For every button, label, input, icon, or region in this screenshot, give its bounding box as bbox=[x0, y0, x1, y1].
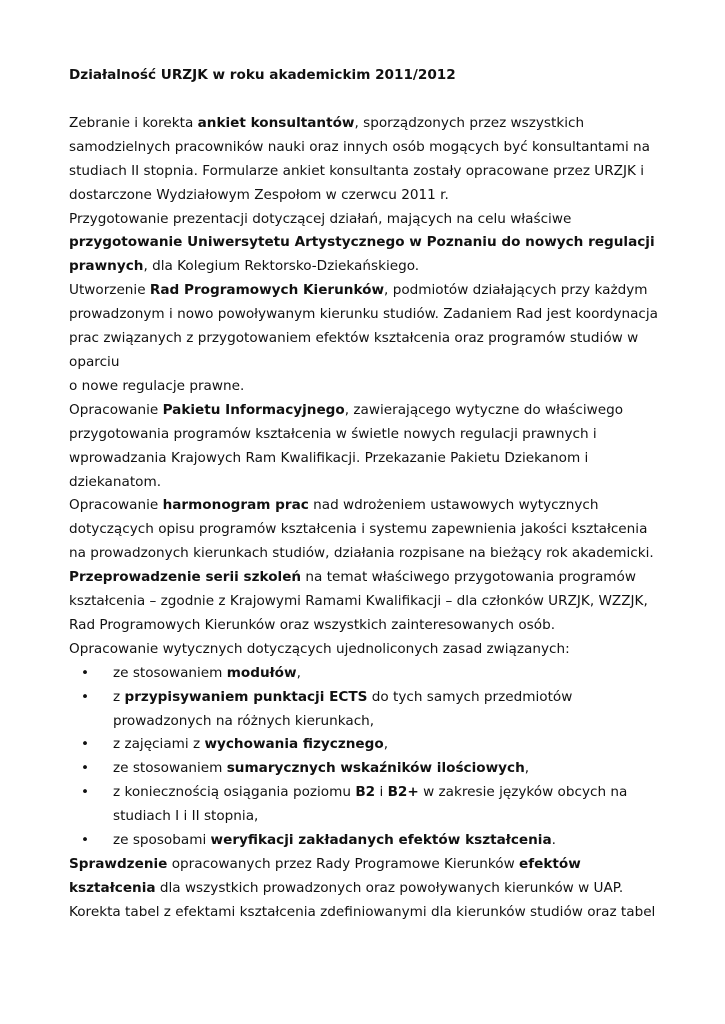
bold-text: ankiet konsultantów bbox=[197, 114, 355, 131]
bullet-icon: • bbox=[81, 664, 90, 681]
list-item bbox=[69, 829, 665, 853]
bullet-icon: • bbox=[81, 760, 90, 777]
text-run: i bbox=[375, 784, 388, 801]
text-run: ze stosowaniem bbox=[113, 664, 227, 681]
text-run: , bbox=[383, 736, 389, 753]
text-run: . bbox=[551, 832, 556, 849]
paragraph-rady-programowe-continued: o nowe regulacje prawne. bbox=[69, 377, 245, 394]
bold-text: Sprawdzenie bbox=[69, 856, 168, 872]
text-run: z bbox=[113, 688, 125, 705]
paragraph-wytyczne: Opracowanie wytycznych dotyczących ujednoliconych zasad związanych: bbox=[69, 640, 570, 657]
text-run: z koniecznością osiągania poziomu bbox=[113, 784, 356, 801]
bold-text: Pakietu Informacyjnego bbox=[162, 401, 345, 418]
paragraph-prezentacja bbox=[69, 208, 665, 280]
bold-text: Rad Programowych Kierunków bbox=[149, 282, 385, 299]
text-run: Zebranie i korekta bbox=[69, 114, 198, 131]
bold-text: Przeprowadzenie serii szkoleń bbox=[69, 569, 302, 586]
text-run: , bbox=[524, 760, 530, 777]
text-run: nad wdrożeniem ustawowych wytycznych dotyczących opisu programów kształcenia i systemu zapewnienia jakości kształcenia na prowadzonych kierunkach studiów, działania rozpisane na bieżący rok akademicki. bbox=[69, 497, 654, 562]
bold-text: B2 bbox=[355, 784, 376, 801]
paragraph-sprawdzenie bbox=[69, 853, 665, 901]
text-run: Opracowanie bbox=[69, 401, 163, 418]
list-item bbox=[69, 662, 665, 686]
bold-text: przypisywaniem punktacji ECTS bbox=[124, 688, 368, 705]
bold-text: przygotowanie Uniwersytetu Artystycznego w Poznaniu do nowych regulacji prawnych bbox=[69, 234, 655, 275]
text-run: dla wszystkich prowadzonych oraz powoływanych kierunków w UAP. bbox=[155, 879, 624, 896]
bullet-list bbox=[69, 662, 665, 853]
paragraph-harmonogram bbox=[69, 494, 665, 566]
text-run: z zajęciami z bbox=[113, 736, 205, 753]
paragraph-pakiet-informacyjny bbox=[69, 399, 665, 495]
bold-text: B2+ bbox=[387, 784, 419, 801]
text-run: , sporządzonych przez wszystkich samodzielnych pracowników nauki oraz innych osób mogących być konsultantami na studiach II stopnia. Formularze ankiet konsultanta zostały opracowane przez URZJK i dostarczone Wydziałowym Zespołom w czerwcu 2011 r. bbox=[69, 114, 650, 203]
text-run: , bbox=[296, 664, 301, 681]
bullet-icon: • bbox=[81, 784, 90, 801]
bold-text: modułów bbox=[226, 664, 297, 681]
text-run: , zawierającego wytyczne do właściwego przygotowania programów kształcenia w świetle nowych regulacji prawnych i wprowadzania Krajowych Ram Kwalifikacji. Przekazanie Pakietu Dziekanom i dziekanatom. bbox=[69, 401, 624, 490]
list-item bbox=[69, 733, 665, 757]
bold-text: weryfikacji zakładanych efektów kształcenia bbox=[210, 832, 552, 849]
bold-text: harmonogram prac bbox=[162, 497, 309, 514]
text-run: opracowanych przez Rady Programowe Kierunków bbox=[167, 856, 520, 872]
bold-text: wychowania fizycznego bbox=[204, 736, 384, 753]
paragraph-ankiety bbox=[69, 112, 665, 208]
bullet-icon: • bbox=[81, 736, 90, 753]
paragraph-szkolenia bbox=[69, 566, 665, 638]
text-run: do tych samych przedmiotów prowadzonych na różnych kierunkach, bbox=[113, 688, 573, 729]
paragraph-korekta-tabel: Korekta tabel z efektami kształcenia zdefiniowanymi dla kierunków studiów oraz tabel bbox=[69, 903, 656, 920]
text-run: , dla Kolegium Rektorsko-Dziekańskiego. bbox=[143, 258, 420, 275]
text-run: na temat właściwego przygotowania programów kształcenia – zgodnie z Krajowymi Ramami Kwalifikacji – dla członków URZJK, WZZJK, Rad Programowych Kierunków oraz wszystkich zainteresowanych osób. bbox=[69, 569, 648, 633]
bold-text: sumarycznych wskaźników ilościowych bbox=[226, 760, 525, 777]
text-run: Opracowanie bbox=[69, 497, 163, 514]
paragraph-rady-programowe bbox=[69, 279, 665, 375]
text-run: , podmiotów działających przy każdym prowadzonym i nowo powoływanym kierunku studiów. Zadaniem Rad jest koordynacja prac związanych z przygotowaniem efektów kształcenia oraz programów studiów w oparciu bbox=[69, 282, 659, 370]
bullet-icon: • bbox=[81, 688, 90, 705]
bold-text: efektów kształcenia bbox=[69, 856, 581, 896]
document-title: Działalność URZJK w roku akademickim 2011/2012 bbox=[69, 67, 456, 83]
list-item bbox=[69, 686, 665, 734]
text-run: ze stosowaniem bbox=[113, 760, 227, 777]
bullet-icon: • bbox=[81, 832, 90, 849]
text-run: Utworzenie bbox=[69, 282, 150, 299]
list-item bbox=[69, 781, 665, 829]
list-item bbox=[69, 757, 665, 781]
text-run: ze sposobami bbox=[113, 832, 211, 849]
text-run: w zakresie języków obcych na studiach I i II stopnia, bbox=[113, 784, 628, 825]
text-run: Przygotowanie prezentacji dotyczącej działań, mających na celu właściwe bbox=[69, 210, 572, 227]
